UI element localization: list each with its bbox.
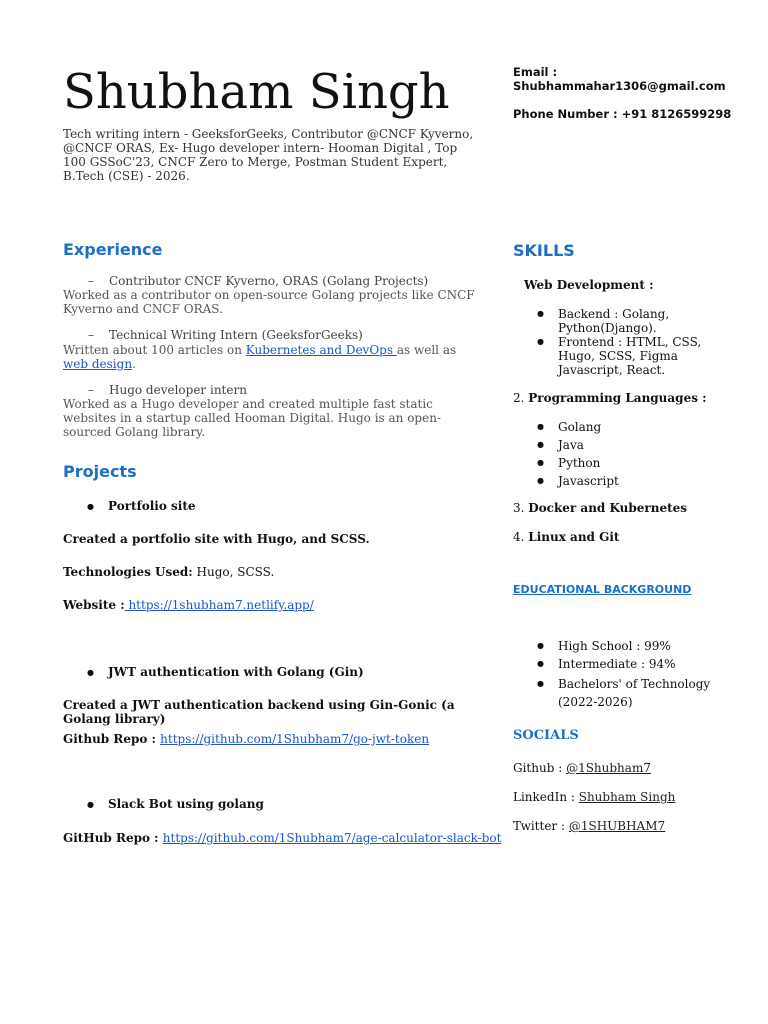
experience-item-2-desc-mid: as well as <box>396 343 457 357</box>
list-item: ● Backend : Golang, Python(Django). <box>513 307 713 335</box>
email-label: Email : <box>513 65 558 79</box>
summary-text: Tech writing intern - GeeksforGeeks, Contributor @CNCF Kyverno, @CNCF ORAS, Ex- Hugo developer intern- Hooman Digital , Top 100 GSSoC'23, CNCF Zero to Merge, Postman Student Expert, B.Tech (CSE) - 2026. <box>63 127 474 183</box>
project-3-title: ● Slack Bot using golang <box>63 797 483 811</box>
prog-label: Programming Languages : <box>528 391 707 405</box>
experience-item-2-dash: – <box>88 328 94 342</box>
repo-label-3: GitHub Repo : <box>63 831 163 845</box>
docker-num: 3. <box>513 501 529 515</box>
linux-label: Linux and Git <box>528 530 620 544</box>
experience-heading: Experience <box>63 240 163 259</box>
linux-num: 4. <box>513 530 529 544</box>
programming-languages <box>513 391 707 405</box>
experience-item-1-title: Contributor CNCF Kyverno, ORAS (Golang Projects) <box>109 274 429 288</box>
list-item: ● Frontend : HTML, CSS, Hugo, SCSS, Figma Javascript, React. <box>513 335 713 377</box>
list-item: ● High School : 99% <box>513 639 713 653</box>
list-item: ● Intermediate : 94% <box>513 657 713 671</box>
jwt-repo-link[interactable]: https://github.com/1Shubham7/go-jwt-token <box>160 732 430 746</box>
slack-bot-repo-link[interactable]: https://github.com/1Shubham7/age-calculator-slack-bot <box>162 831 502 845</box>
tech-value: Hugo, SCSS. <box>192 565 275 579</box>
project-3-list <box>63 797 483 811</box>
linkedin-social <box>513 790 675 804</box>
tech-label: Technologies Used: <box>63 565 193 579</box>
socials-heading: SOCIALS <box>513 728 579 743</box>
linkedin-label: LinkedIn : <box>513 790 579 804</box>
experience-item-3-dash: – <box>88 383 94 397</box>
github-label: Github : <box>513 761 567 775</box>
email-value: Shubhammahar1306@gmail.com <box>513 79 726 93</box>
experience-item-1-desc: Worked as a contributor on open-source Golang projects like CNCF Kyverno and CNCF ORAS. <box>63 288 475 316</box>
linkedin-handle[interactable]: Shubham Singh <box>578 790 676 804</box>
kubernetes-devops-link[interactable]: Kubernetes and DevOps <box>245 343 397 357</box>
twitter-handle[interactable]: @1SHUBHAM7 <box>568 819 666 833</box>
project-1-tech <box>63 565 274 579</box>
docker-label: Docker and Kubernetes <box>528 501 688 515</box>
skills-heading: SKILLS <box>513 241 575 260</box>
github-social <box>513 761 651 775</box>
experience-item-2-desc-before: Written about 100 articles on <box>63 343 246 357</box>
project-2-repo <box>63 732 429 746</box>
project-2-desc: Created a JWT authentication backend using Gin-Gonic (a Golang library) <box>63 698 455 726</box>
project-1-desc: Created a portfolio site with Hugo, and SCSS. <box>63 532 370 546</box>
resume-name: Shubham Singh <box>63 64 450 120</box>
project-2-list <box>63 665 483 679</box>
web-design-link[interactable]: web design <box>63 357 133 371</box>
experience-item-2-desc-after: . <box>132 357 136 371</box>
project-1-list <box>63 499 483 513</box>
linux-git <box>513 530 619 544</box>
list-item: ● Bachelors' of Technology (2022-2026) <box>513 675 713 711</box>
list-item: ● Javascript <box>513 474 713 488</box>
list-item: ● Java <box>513 438 713 452</box>
education-heading: EDUCATIONAL BACKGROUND <box>513 583 692 596</box>
repo-label-2: Github Repo : <box>63 732 161 746</box>
web-skills-list <box>513 307 713 377</box>
github-handle[interactable]: @1Shubham7 <box>566 761 651 775</box>
experience-item-1-dash: – <box>88 274 94 288</box>
prog-num: 2. <box>513 391 529 405</box>
languages-list <box>513 420 713 488</box>
list-item: ● Python <box>513 456 713 470</box>
portfolio-link[interactable]: https://1shubham7.netlify.app/ <box>124 598 314 612</box>
website-label: Website : <box>63 598 125 612</box>
list-item: ● Golang <box>513 420 713 434</box>
experience-item-3-title: Hugo developer intern <box>109 383 247 397</box>
education-list <box>513 639 713 711</box>
project-1-title: ● Portfolio site <box>63 499 483 513</box>
phone-number: Phone Number : +91 8126599298 <box>513 107 732 121</box>
project-3-repo <box>63 831 501 845</box>
experience-item-2-title: Technical Writing Intern (GeeksforGeeks) <box>109 328 363 342</box>
project-2-title: ● JWT authentication with Golang (Gin) <box>63 665 483 679</box>
projects-heading: Projects <box>63 462 137 481</box>
experience-item-3-desc: Worked as a Hugo developer and created multiple fast static websites in a startup called Hooman Digital. Hugo is an open-sourced Golang library. <box>63 397 441 439</box>
web-development-label: Web Development : <box>524 278 654 292</box>
twitter-label: Twitter : <box>513 819 569 833</box>
docker-kubernetes <box>513 501 687 515</box>
project-1-website <box>63 598 314 612</box>
experience-item-2-desc <box>63 343 483 371</box>
twitter-social <box>513 819 665 833</box>
